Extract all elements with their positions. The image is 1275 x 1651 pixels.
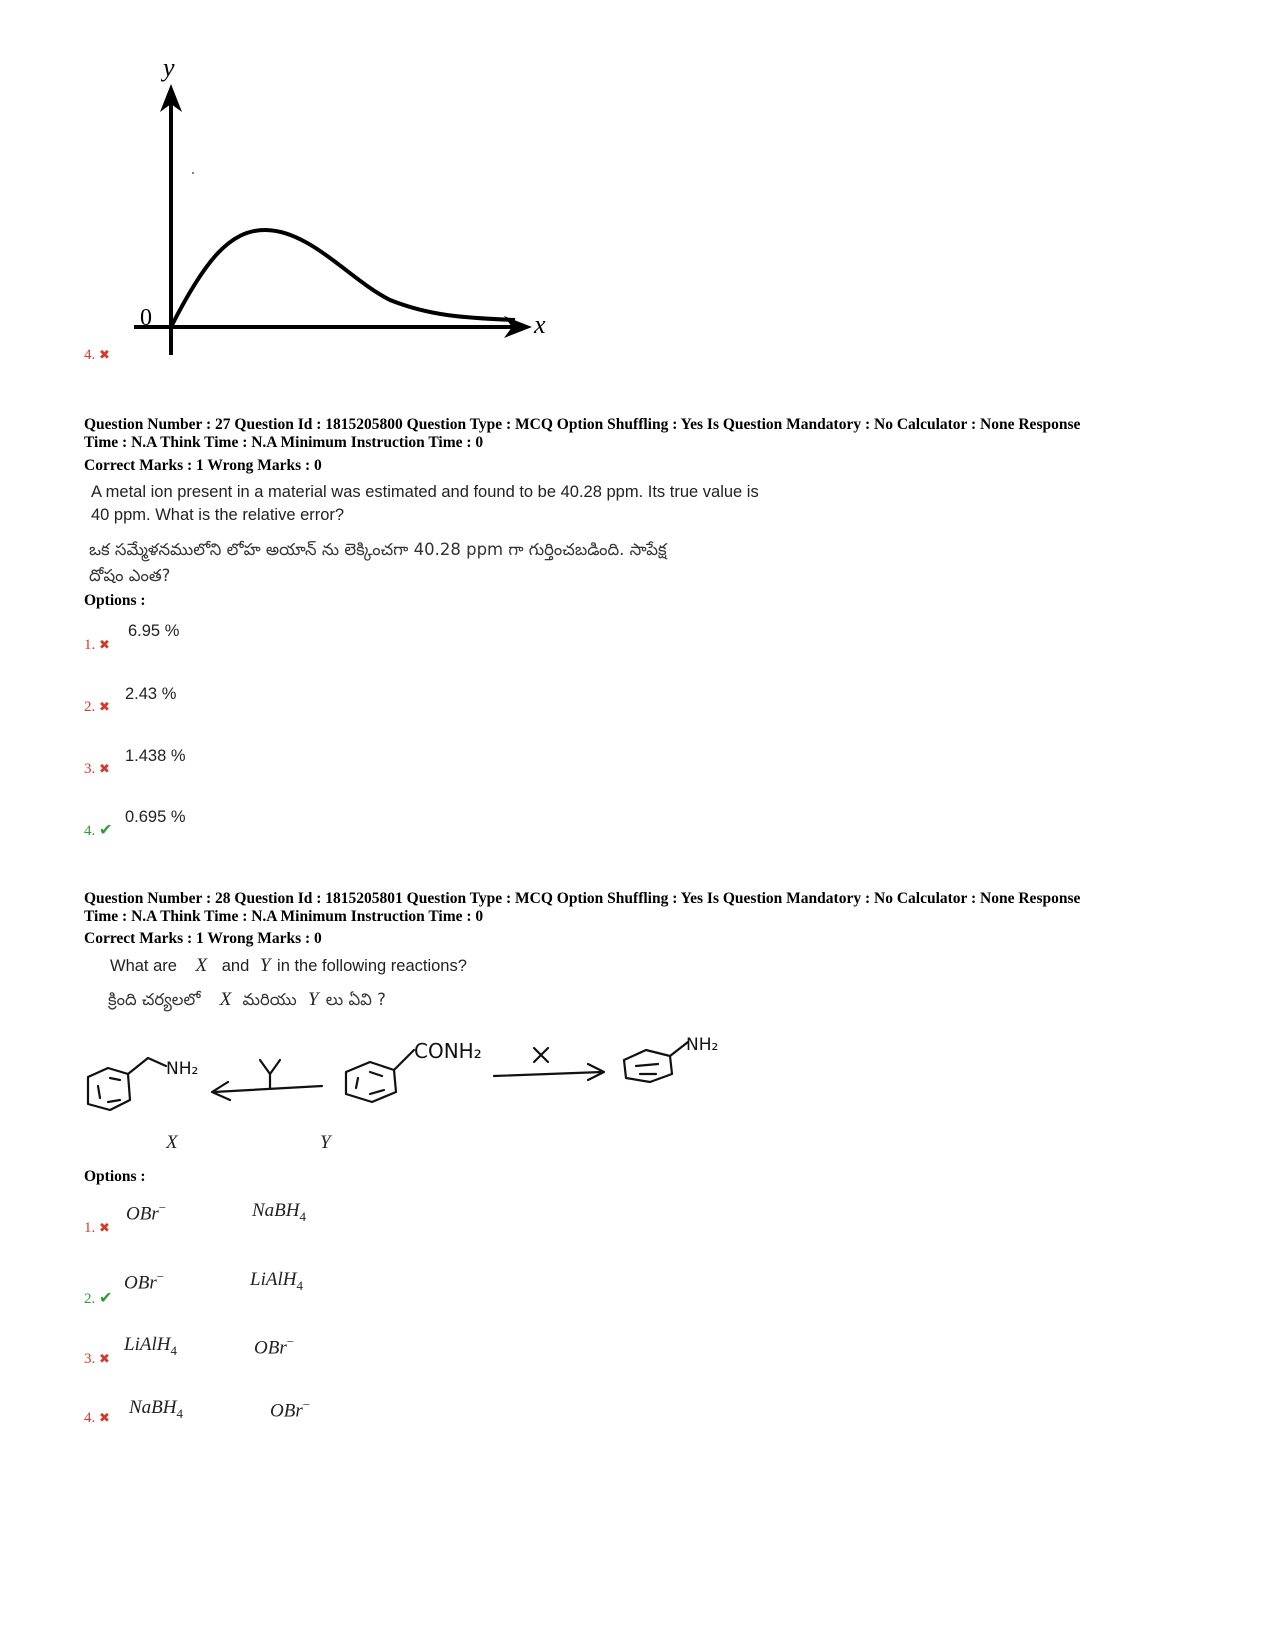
- middle-amide-group: CONH₂: [414, 1039, 482, 1063]
- reagent-text: OBr: [270, 1400, 303, 1422]
- q28-option-1-number: [84, 1220, 110, 1237]
- q27-meta-line2: Time : N.A Think Time : N.A Minimum Instruction Time : 0: [84, 434, 484, 451]
- q27-option-3[interactable]: [84, 745, 384, 781]
- q28-meta-line2: Time : N.A Think Time : N.A Minimum Instruction Time : 0: [84, 908, 484, 925]
- q28-text-en-y: Y: [259, 955, 271, 976]
- wrong-mark-icon: ✖: [99, 1411, 110, 1426]
- reagent-subscript: 4: [170, 1342, 177, 1358]
- q28-text-en-pre: What are: [110, 957, 177, 975]
- middle-benzene-inner: [356, 1072, 384, 1094]
- reagent-subscript: 4: [176, 1405, 183, 1421]
- q28-text-te-pre: క్రింది చర్యలలో: [108, 990, 201, 1009]
- q27-option-4-value: 0.695 %: [125, 808, 186, 826]
- option-num-text: 4.: [84, 823, 96, 839]
- option-num-text: 2.: [84, 699, 96, 715]
- q27-question-text-en-line1: A metal ion present in a material was estimated and found to be 40.28 ppm. Its true value is: [91, 483, 759, 501]
- q27-option-2-value: 2.43 %: [125, 685, 177, 703]
- graph-option-num-text: 4.: [84, 347, 96, 363]
- graph-option-number: [84, 347, 110, 364]
- x-axis-label: x: [534, 310, 546, 339]
- reagent-text: LiAlH: [124, 1334, 171, 1355]
- curve: [171, 230, 515, 327]
- q28-text-te-y: Y: [307, 989, 319, 1010]
- q28-option-1-reagent-y: [252, 1200, 306, 1225]
- q27-option-1-value: 6.95 %: [128, 622, 180, 640]
- option-num-text: 4.: [84, 1410, 96, 1426]
- reagent-charge: −: [286, 1334, 295, 1349]
- reagent-text: NaBH: [252, 1200, 300, 1221]
- option-num-text: 3.: [84, 761, 96, 777]
- left-benzene-ring: [88, 1068, 130, 1110]
- wrong-mark-icon: ✖: [99, 1221, 110, 1236]
- q28-option-3-reagent-y: [254, 1334, 294, 1359]
- q27-question-text-te-line2: దోషం ఎంత?: [89, 566, 171, 585]
- q28-option-1-reagent-x: [126, 1200, 166, 1225]
- reagent-text: OBr: [254, 1337, 287, 1359]
- q27-option-2-number: [84, 699, 110, 716]
- q28-option-3[interactable]: [84, 1332, 404, 1372]
- q28-option-4-number: [84, 1410, 110, 1427]
- q28-option-2-reagent-x: [124, 1269, 164, 1294]
- option-num-text: 1.: [84, 1220, 96, 1236]
- q28-option-2-number: [84, 1288, 112, 1308]
- option-num-text: 2.: [84, 1291, 96, 1307]
- q28-question-text-te: [108, 987, 386, 1013]
- reaction-label-x: X: [166, 1132, 178, 1153]
- q28-option-4-reagent-y: [270, 1397, 310, 1422]
- wrong-mark-icon: ✖: [99, 700, 110, 715]
- q28-text-en-post: in the following reactions?: [277, 957, 467, 975]
- reagent-charge: −: [156, 1269, 165, 1284]
- q27-option-1[interactable]: [84, 620, 384, 656]
- reagent-subscript: 4: [299, 1208, 306, 1224]
- q28-options-label: Options :: [84, 1168, 146, 1185]
- reagent-text: NaBH: [129, 1397, 177, 1418]
- q28-option-3-reagent-x: [124, 1334, 177, 1359]
- q27-marks: Correct Marks : 1 Wrong Marks : 0: [84, 457, 322, 474]
- wrong-mark-icon: ✖: [99, 762, 110, 777]
- right-benzene-inner: [636, 1064, 658, 1074]
- q28-question-text-en: [110, 954, 467, 978]
- q27-option-4-number: [84, 820, 112, 840]
- y-label-mark: [260, 1060, 280, 1088]
- reagent-text: LiAlH: [250, 1269, 297, 1290]
- option-num-text: 3.: [84, 1351, 96, 1367]
- q27-question-text-te-line1: ఒక సమ్మేళనములోని లోహ అయాన్ ను లెక్కించగా 40.28 ppm గా గుర్తించబడింది. సాపేక్ష: [89, 540, 667, 559]
- left-amine-group: NH₂: [166, 1059, 199, 1079]
- q28-text-en-x: X: [195, 955, 208, 976]
- q27-options-label: Options :: [84, 592, 146, 609]
- wrong-mark-icon: ✖: [99, 1352, 110, 1367]
- check-mark-icon: ✔: [99, 1288, 113, 1307]
- q27-meta-line1: Question Number : 27 Question Id : 1815205800 Question Type : MCQ Option Shuffling : Yes Is Question Mandatory : No Calculator : None Response: [84, 416, 1081, 433]
- check-mark-icon: ✔: [99, 820, 113, 839]
- q28-option-1[interactable]: [84, 1198, 404, 1238]
- left-arrow: [212, 1082, 322, 1100]
- wrong-mark-icon: ✖: [99, 348, 110, 363]
- reaction-label-y: Y: [320, 1132, 331, 1153]
- reagent-text: OBr: [124, 1272, 157, 1294]
- q27-option-3-value: 1.438 %: [125, 747, 186, 765]
- q28-text-te-mid: మరియు: [242, 990, 297, 1009]
- q28-text-te-post: లు ఏవి ?: [325, 990, 386, 1009]
- option-num-text: 1.: [84, 637, 96, 653]
- q27-option-3-number: [84, 761, 110, 778]
- y-axis-label: y: [163, 53, 175, 82]
- q28-text-te-x: X: [219, 989, 232, 1010]
- q28-option-2-reagent-y: [250, 1269, 303, 1294]
- reagent-charge: −: [302, 1397, 311, 1412]
- origin-label: 0: [140, 305, 152, 331]
- q27-option-2[interactable]: [84, 683, 384, 719]
- q28-text-en-and: and: [221, 957, 250, 975]
- reagent-text: OBr: [126, 1203, 159, 1225]
- distribution-graph: [120, 50, 580, 370]
- wrong-mark-icon: ✖: [99, 638, 110, 653]
- middle-benzene-ring: [346, 1062, 396, 1102]
- q28-option-3-number: [84, 1351, 110, 1368]
- q28-option-4-reagent-x: [129, 1397, 183, 1422]
- q27-question-text-en-line2: 40 ppm. What is the relative error?: [91, 506, 345, 524]
- q28-marks: Correct Marks : 1 Wrong Marks : 0: [84, 930, 322, 947]
- q28-meta-line1: Question Number : 28 Question Id : 1815205801 Question Type : MCQ Option Shuffling : Yes Is Question Mandatory : No Calculator : None Response: [84, 890, 1081, 907]
- reagent-subscript: 4: [296, 1277, 303, 1293]
- right-arrow: [494, 1064, 604, 1080]
- dot-mark: [192, 172, 194, 174]
- q28-option-2[interactable]: [84, 1267, 404, 1307]
- left-benzene-inner: [98, 1078, 120, 1102]
- middle-substituent-bond: [394, 1050, 414, 1070]
- right-amine-group: NH₂: [686, 1035, 719, 1055]
- reaction-scheme: [80, 1030, 760, 1130]
- q27-option-4[interactable]: [84, 806, 384, 842]
- reagent-charge: −: [158, 1200, 167, 1215]
- q28-option-4[interactable]: [84, 1395, 404, 1435]
- q27-option-1-number: [84, 637, 110, 654]
- x-label-mark: [534, 1048, 548, 1062]
- left-benzyl-bond: [128, 1058, 166, 1074]
